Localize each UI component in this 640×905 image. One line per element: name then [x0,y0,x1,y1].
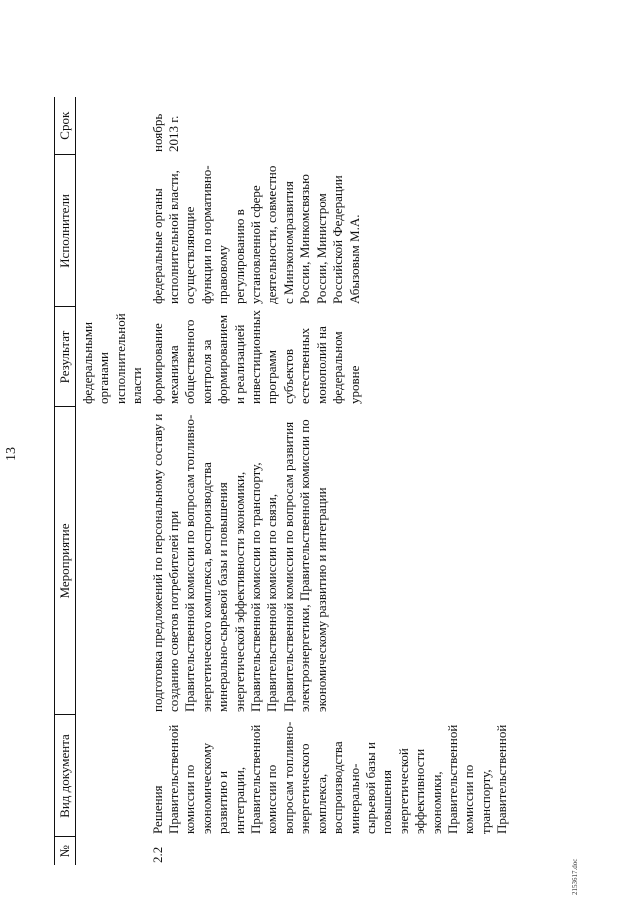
doc-type-cell: Решения Правительственной комиссии по экономическому развитию и интеграции, Правительственной комиссии по вопросам топливно-энергетического комплекса, воспроизводства минерально-сырьевой базы и повышения энергетической эффективности экономики, Правительственной комиссии по транспорту, Правительственной [149,721,510,834]
row-number: 2.2 [149,846,165,863]
table-row-continued [76,97,146,865]
deadline-cell: ноябрь 2013 г. [149,113,182,152]
measures-table [54,97,511,865]
col-header-doc-type: Вид документа [55,715,76,837]
col-header-executors: Исполнители [55,155,76,307]
result-cell-continued: федеральными органами исполнительной власти [80,313,145,404]
col-header-deadline: Срок [55,97,76,155]
col-header-measure: Мероприятие [55,407,76,715]
page-number: 13 [4,447,19,461]
table-header-row [55,97,76,865]
col-header-result: Результат [55,307,76,407]
table-row-2-2 [146,97,511,865]
measure-cell: подготовка предложений по персональному составу и созданию советов потребителей при Правительственной комиссии по вопросам топливно-энергетического комплекса, воспроизводства минерально-сырьевой базы и повышения энергетической эффективности экономики, Правительственной комиссии по транспорту, Правительственной комиссии по связи, Правительственной комиссии по вопросам развития электроэнергетики, Правительственной комиссии по экономическому развитию и интеграции [149,413,329,712]
executors-cell: федеральные органы исполнительной власти, осуществляющие функции по нормативно-правовому регулированию в установленной сфере деятельности, совместно с Минэкономразвития России, Минкомсвязью России, Министром Российской Федерации Абызовым М.А. [149,165,362,304]
footer-doc-code: 2153617.doc [571,858,579,895]
col-header-num: № [55,837,76,865]
result-cell: формирование механизма общественного контроля за формированием и реализацией инвестиционных программ субъектов естественных монополий на федеральном уровне [149,309,362,404]
